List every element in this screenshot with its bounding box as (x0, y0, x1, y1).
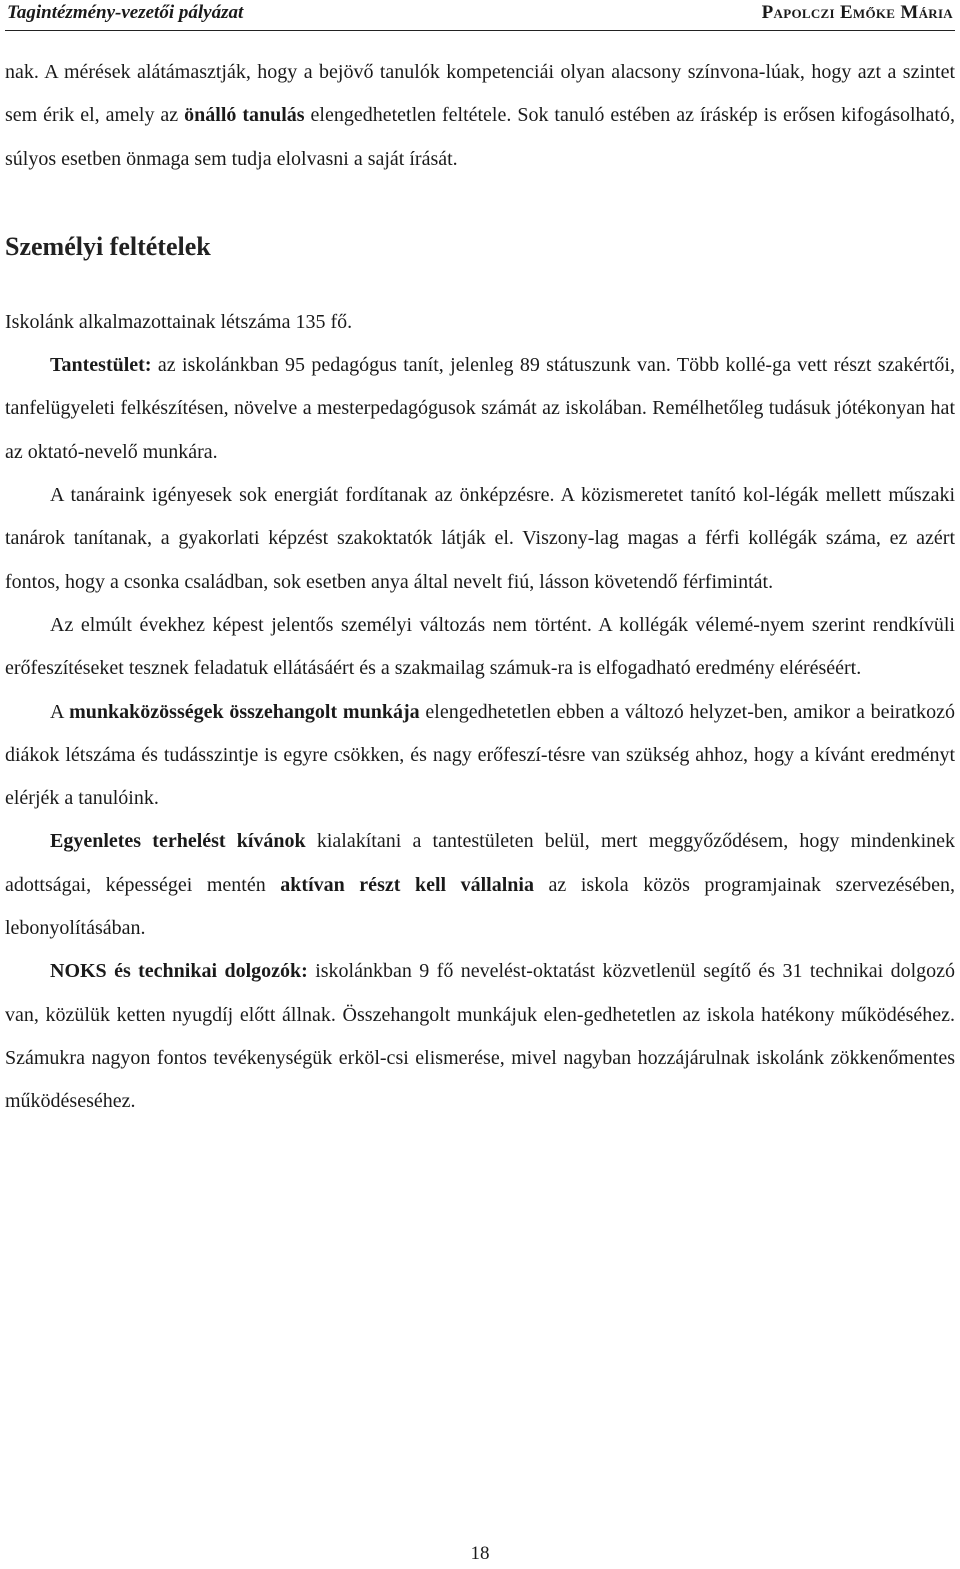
text-run: kialakítani a tantestületen belül, mert meggyőződésem, hogy mindenkinek adottságai, képességei mentén (5, 830, 955, 896)
text-run: A tanáraink igényesek sok energiát fordítanak az önképzésre. A közismeretet tanító kol-légák mellett műszaki tanárok tanítanak, a gyakorlati képzést szakoktatók látják el. Viszony-lag magas a férfi kollégák száma, ez azért fontos, hogy a csonka családban, sok esetben anya által nevelt fiú, lásson követendő férfimintát. (5, 484, 955, 593)
document-body (5, 51, 955, 1124)
paragraph-competencies (5, 51, 955, 181)
header-title: Tagintézmény-vezetői pályázat (7, 2, 244, 23)
paragraph-changes (5, 604, 955, 691)
paragraph-workload (5, 820, 955, 950)
bold-run: Tantestület: (50, 354, 152, 377)
paragraph-support-staff (5, 950, 955, 1123)
paragraph-working-groups (5, 691, 955, 821)
text-run: Az elmúlt évekhez képest jelentős személyi változás nem történt. A kollégák vélemé-nyem szerint rendkívüli erőfeszítéseket tesznek feladatuk ellátásáért és a szakmailag számuk-ra is elfogadható eredmény eléréséért. (5, 613, 955, 680)
bold-run: Egyenletes terhelést kívánok (50, 830, 306, 853)
section-heading: Személyi feltételek (5, 231, 211, 261)
text-run: az iskola közös programjainak szervezésében, lebonyolításában. (5, 873, 955, 940)
text-run: A (50, 700, 70, 723)
page-header (5, 0, 955, 31)
text-run: elengedhetetlen ebben a változó helyzet-ben, amikor a beiratkozó diákok létszáma és tudásszintje is egyre csökken, és nagy erőfeszí-tésre van szükség ahhoz, hogy a kívánt eredményt elérjék a tanulóink. (5, 700, 956, 810)
paragraph-teaching-staff (5, 344, 955, 474)
spacer (5, 181, 955, 227)
bold-run: munkaközösségek összehangolt munkája (69, 700, 420, 723)
page-number: 18 (470, 1543, 490, 1564)
header-author: Papolczi Emőke Mária (761, 2, 953, 23)
spacer (5, 267, 955, 301)
text-run: elengedhetetlen feltétele. Sok tanuló estében az íráskép is erősen kifogásolható, súlyos esetben önmaga sem tudja elolvasni a saját írását. (5, 104, 955, 170)
text-run: az iskolánkban 95 pedagógus tanít, jelenleg 89 státuszunk van. Több kollé-ga vett részt szakértői, tanfelügyeleti felkészítésen, növelve a mesterpedagógusok számát az iskolában. Remélhetőleg tudásuk jótékonyan hat az oktató-nevelő munkára. (5, 354, 955, 463)
paragraph-staff-count (5, 301, 955, 344)
text-run: nak. A mérések alátámasztják, hogy a bejövő tanulók kompetenciái olyan alacsony színvona-lúak, hogy azt a szintet sem érik el, amely az (5, 61, 955, 127)
bold-run: aktívan részt kell vállalnia (280, 873, 534, 896)
paragraph-teachers (5, 474, 955, 604)
text-run: Iskolánk alkalmazottainak létszáma 135 fő. (5, 310, 353, 333)
text-run: iskolánkban 9 fő nevelést-oktatást közvetlenül segítő és 31 technikai dolgozó van, közülük ketten nyugdíj előtt állnak. Összehangolt munkájuk elen-gedhetetlen az iskola hatékony működéséhez. Számukra nagyon fontos tevékenységük erköl-csi elismerése, mivel nagyban hozzájárulnak iskolánk zökkenőmentes működéseséhez. (5, 960, 955, 1113)
bold-run: önálló tanulás (184, 104, 305, 127)
bold-run: NOKS és technikai dolgozók: (50, 960, 308, 983)
